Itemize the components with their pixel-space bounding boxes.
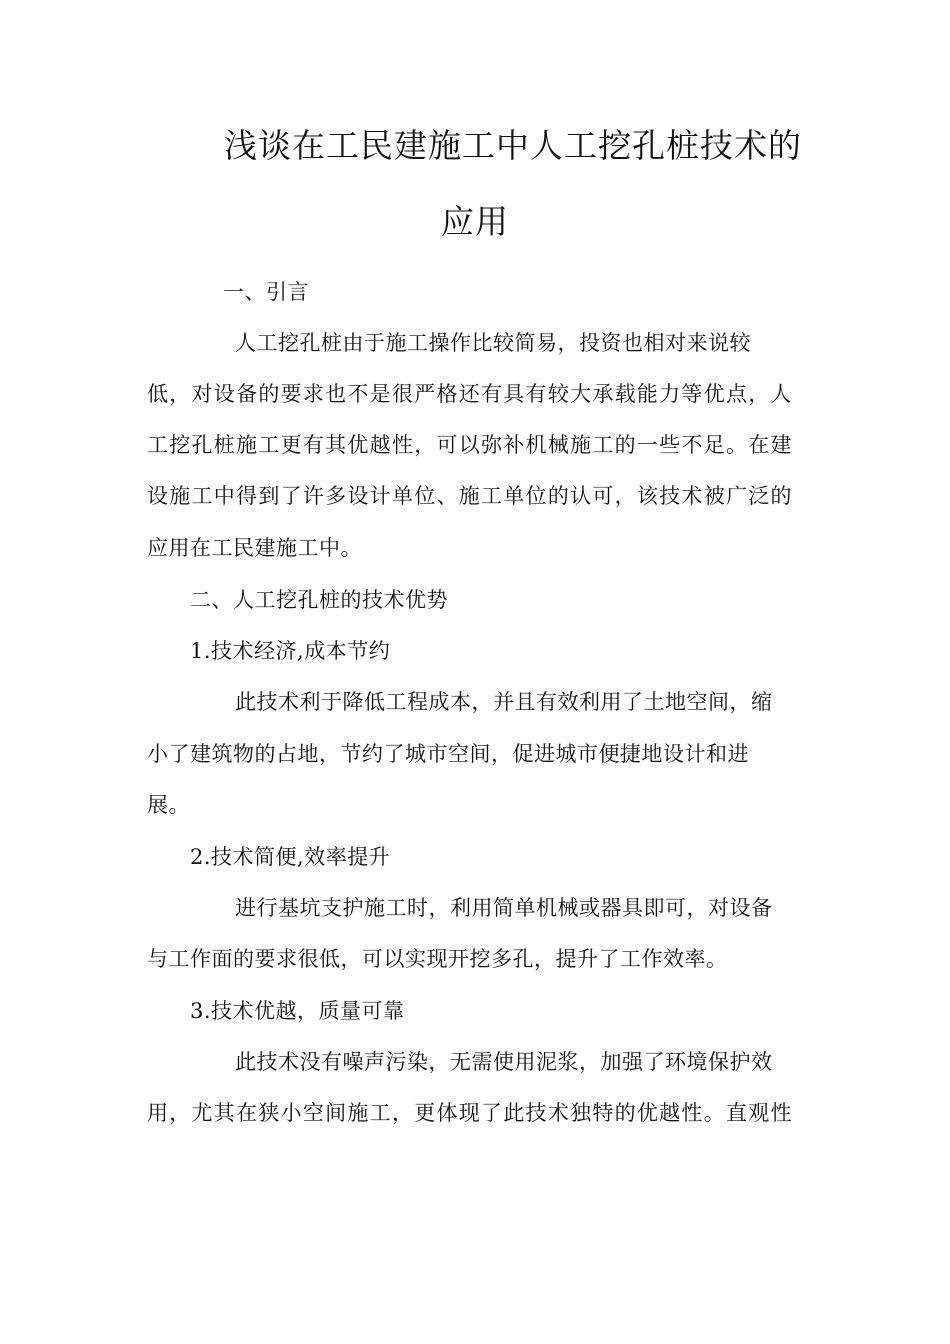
section-heading-advantages: 二、人工挖孔桩的技术优势 [190,588,448,612]
section-heading-introduction: 一、引言 [223,280,309,304]
subsection-1-paragraph-line-1: 此技术利于降低工程成本，并且有效利用了土地空间，缩 [235,690,773,714]
subsection-3-paragraph-line-2: 用，尤其在狭小空间施工，更体现了此技术独特的优越性。直观性 [147,1101,792,1125]
document-title-line-2: 应用 [441,202,509,241]
subsection-1-paragraph-line-3: 展。 [147,793,190,817]
intro-paragraph-line-3: 工挖孔桩施工更有其优越性，可以弥补机械施工的一些不足。在建 [147,433,792,457]
subsection-2-paragraph-line-2: 与工作面的要求很低，可以实现开挖多孔，提升了工作效率。 [147,947,728,971]
subsection-heading-3: 3.技术优越，质量可靠 [190,999,405,1023]
intro-paragraph-line-4: 设施工中得到了许多设计单位、施工单位的认可，该技术被广泛的 [147,484,792,508]
subsection-3-paragraph-line-1: 此技术没有噪声污染，无需使用泥浆，加强了环境保护效 [235,1050,773,1074]
intro-paragraph-line-1: 人工挖孔桩由于施工操作比较简易，投资也相对来说较 [235,331,751,355]
subsection-heading-2: 2.技术简便,效率提升 [190,845,391,869]
intro-paragraph-line-5: 应用在工民建施工中。 [147,536,362,560]
intro-paragraph-line-2: 低，对设备的要求也不是很严格还有具有较大承载能力等优点，人 [147,382,792,406]
document-title-line-1: 浅谈在工民建施工中人工挖孔桩技术的 [224,126,802,165]
subsection-1-paragraph-line-2: 小了建筑物的占地，节约了城市空间，促进城市便捷地设计和进 [147,742,749,766]
subsection-heading-1: 1.技术经济,成本节约 [190,639,391,663]
subsection-2-paragraph-line-1: 进行基坑支护施工时，利用简单机械或器具即可，对设备 [235,896,773,920]
